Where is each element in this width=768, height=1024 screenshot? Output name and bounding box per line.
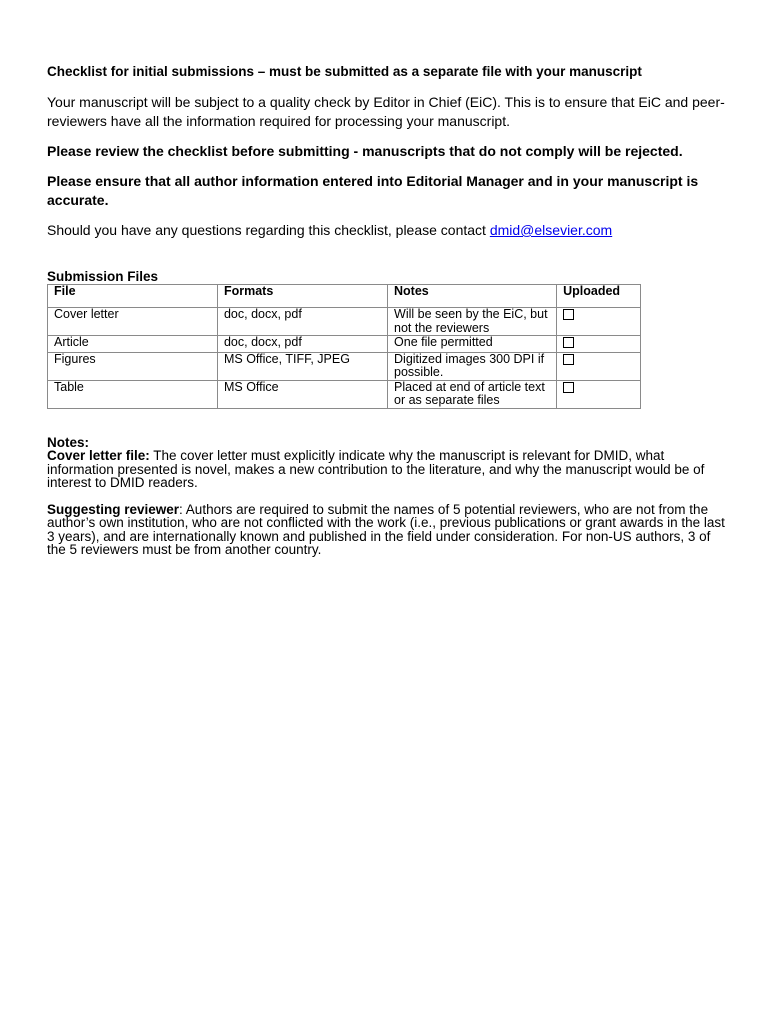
uploaded-checkbox[interactable] bbox=[563, 354, 574, 365]
header-formats: Formats bbox=[217, 285, 387, 308]
contact-paragraph bbox=[47, 221, 727, 240]
reviewer-text: : Authors are required to submit the names of 5 potential reviewers, who are not from the author’s own institution, who are not conflicted with the work (i.e., previous publications or grant awards in the last 3 years), and are internationally known and published in the field under consideration. For non-US authors, 3 of the 5 reviewers must be from another country. bbox=[47, 501, 725, 557]
reviewer-label: Suggesting reviewer bbox=[47, 501, 180, 517]
row-formats: doc, docx, pdf bbox=[217, 336, 387, 353]
row-file: Table bbox=[48, 380, 218, 408]
contact-email-link[interactable]: dmid@elsevier.com bbox=[489, 222, 613, 238]
ensure-note: Please ensure that all author information entered into Editorial Manager and in your manuscript is accurate. bbox=[47, 173, 699, 208]
header-uploaded: Uploaded bbox=[557, 285, 641, 308]
intro-paragraph: Your manuscript will be subject to a quality check by Editor in Chief (EiC). This is to ensure that EiC and peer-reviewers have all the information required for processing your manuscript. bbox=[47, 94, 725, 129]
row-uploaded-cell bbox=[557, 308, 641, 336]
table-row bbox=[48, 352, 641, 380]
row-notes: Digitized images 300 DPI if possible. bbox=[388, 352, 557, 380]
row-uploaded-cell bbox=[557, 380, 641, 408]
reviewer-note bbox=[47, 503, 727, 557]
submission-files-title: Submission Files bbox=[47, 269, 159, 284]
row-uploaded-cell bbox=[557, 336, 641, 353]
notes-heading: Notes: bbox=[47, 434, 90, 450]
row-formats: MS Office, TIFF, JPEG bbox=[217, 352, 387, 380]
table-row bbox=[48, 380, 641, 408]
cover-letter-note bbox=[47, 449, 727, 490]
row-formats: MS Office bbox=[217, 380, 387, 408]
cover-letter-text: The cover letter must explicitly indicate why the manuscript is relevant for DMID, what information presented is novel, makes a new contribution to the literature, and why the manuscript would be of interest to DMID readers. bbox=[47, 448, 705, 490]
notes-section bbox=[47, 436, 727, 557]
row-formats: doc, docx, pdf bbox=[217, 308, 387, 336]
uploaded-checkbox[interactable] bbox=[563, 382, 574, 393]
row-notes: One file permitted bbox=[388, 336, 557, 353]
checklist-title: Checklist for initial submissions – must be submitted as a separate file with your manuscript bbox=[47, 64, 642, 79]
row-file: Figures bbox=[48, 352, 218, 380]
row-uploaded-cell bbox=[557, 352, 641, 380]
contact-prefix: Should you have any questions regarding this checklist, please contact bbox=[47, 222, 490, 238]
header-notes: Notes bbox=[388, 285, 557, 308]
table-header-row bbox=[48, 285, 641, 308]
review-note: Please review the checklist before submitting - manuscripts that do not comply will be rejected. bbox=[47, 143, 683, 159]
cover-letter-label: Cover letter file: bbox=[47, 448, 150, 463]
document-page bbox=[47, 62, 727, 557]
uploaded-checkbox[interactable] bbox=[563, 309, 574, 320]
row-file: Article bbox=[48, 336, 218, 353]
row-file: Cover letter bbox=[48, 308, 218, 336]
header-file: File bbox=[48, 285, 218, 308]
uploaded-checkbox[interactable] bbox=[563, 337, 574, 348]
row-notes: Will be seen by the EiC, but not the reviewers bbox=[388, 308, 557, 336]
table-row bbox=[48, 308, 641, 336]
table-row bbox=[48, 336, 641, 353]
row-notes: Placed at end of article text or as separate files bbox=[388, 380, 557, 408]
submission-files-table bbox=[47, 284, 641, 409]
